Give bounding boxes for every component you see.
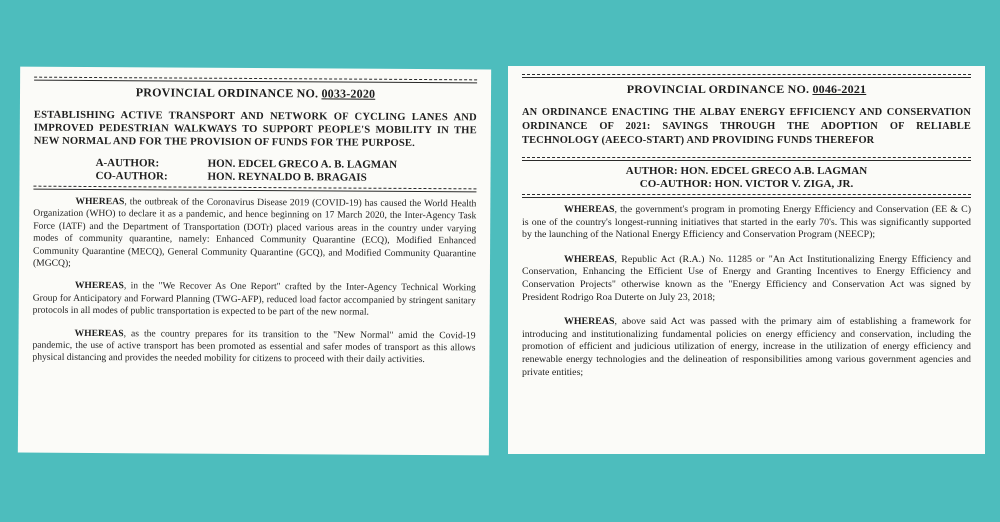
ordinance-prefix: PROVINCIAL ORDINANCE NO.: [135, 85, 322, 101]
ordinance-number: 0046-2021: [812, 82, 867, 96]
whereas-paragraph: [33, 196, 476, 273]
authors-block: [522, 165, 971, 191]
whereas-text: , the outbreak of the Coronavirus Disease 2019 (COVID-19) has caused the World Health Organization (WHO) to declare it as a pandemic, and hence beginning on 17 March 2020, the Inter-Agency Task Force (IATF) and the Department of Transportation (DOTr) placed various areas in the country under varying modes of community quarantine, namely: Enhanced Community Quarantine (ECQ), Modified Enhanced Community Quarantine (MECQ), General Community Quarantine (GCQ), and Modified Community Quarantine (MGCQ);: [32, 196, 477, 269]
ordinance-title: AN ORDINANCE ENACTING THE ALBAY ENERGY EFFICIENCY AND CONSERVATION ORDINANCE OF 2021: SAVINGS THROUGH THE ADOPTION OF RELIABLE TECHNOLOGY (AEECO-START) AND PROVIDING FUNDS THEREFOR: [522, 107, 971, 146]
coauthor-name: HON. REYNALDO B. BRAGAIS: [207, 170, 367, 184]
whereas-paragraph: [522, 254, 971, 304]
author-label: A-AUTHOR:: [95, 157, 160, 170]
coauthor-label: CO-AUTHOR:: [95, 170, 168, 183]
title-divider: [522, 157, 971, 161]
ordinance-0033-2020-document: [18, 67, 491, 456]
authors-divider: [522, 194, 971, 198]
whereas-text: , Republic Act (R.A.) No. 11285 or "An Act Institutionalizing Energy Efficiency and Conservation, Enhancing the Efficient Use of Energy and Granting Incentives to Energy Efficiency and Conservation Projects" otherwise known as the "Energy Efficiency and Conservation Act was signed by President Rodrigo Roa Duterte on July 23, 2018;: [522, 253, 971, 303]
whereas-paragraph: [33, 280, 476, 320]
authors-divider: [33, 186, 476, 193]
whereas-paragraph: [32, 327, 475, 367]
ordinance-prefix: PROVINCIAL ORDINANCE NO.: [626, 82, 813, 96]
whereas-text: , the government's program in promoting Energy Efficiency and Conservation (EE & C) is one of the country's longest-running initiatives that started in the early 70's. This was significantly supported by the launching of the National Energy Efficiency and Conservation Program (NEECP);: [522, 204, 971, 241]
coauthor-line: CO-AUTHOR: HON. VICTOR V. ZIGA, JR.: [639, 178, 854, 190]
whereas-lead: WHEREAS: [74, 327, 124, 339]
ordinance-0046-2021-document: [508, 66, 985, 454]
whereas-text: , in the "We Recover As One Report" crafted by the Inter-Agency Technical Working Group for Anticipatory and Forward Planning (TWG-AFP), reduced load factor accompanied by stringent sanitary protocols in all modes of public transportation is expected to be part of the new normal.: [32, 280, 476, 318]
ordinance-number: 0033-2020: [321, 86, 376, 101]
whereas-text: , above said Act was passed with the primary aim of establishing a framework for introducing and institutionalizing fundamental policies on energy efficiency and conservation, including the promotion of efficient and judicious utilization of energy, increase in the utilization of energy efficiency and renewable energy technologies and the delineation of responsibilities among various government agencies and private entities;: [522, 316, 971, 378]
whereas-lead: WHEREAS: [564, 204, 615, 215]
whereas-lead: WHEREAS: [564, 253, 615, 265]
whereas-paragraph: [522, 204, 971, 242]
author-line: AUTHOR: HON. EDCEL GRECO A.B. LAGMAN: [625, 165, 868, 177]
whereas-paragraph: [522, 316, 971, 379]
top-divider: [34, 77, 477, 84]
whereas-lead: WHEREAS: [74, 280, 124, 292]
whereas-lead: WHEREAS: [75, 195, 125, 208]
author-name: HON. EDCEL GRECO A. B. LAGMAN: [207, 157, 398, 171]
whereas-lead: WHEREAS: [564, 316, 615, 328]
ordinance-title: ESTABLISHING ACTIVE TRANSPORT AND NETWORK OF CYCLING LANES AND IMPROVED PEDESTRIAN WALKWAYS TO SUPPORT PEOPLE'S MOBILITY IN THE NEW NORMAL AND FOR THE PROVISION OF FUNDS FOR THE PURPOSE.: [33, 109, 477, 149]
top-divider: [522, 74, 971, 78]
whereas-text: , as the country prepares for its transition to the "New Normal" amid the Covid-19 pandemic, the use of active transport has been promoted as essential and safer modes of transport as this allows physical distancing and provides the needed mobility for citizens to proceed with their daily activities.: [32, 327, 476, 366]
ordinance-number-heading: [34, 85, 477, 103]
ordinance-number-heading: [522, 82, 971, 97]
authors-block: [33, 157, 476, 186]
